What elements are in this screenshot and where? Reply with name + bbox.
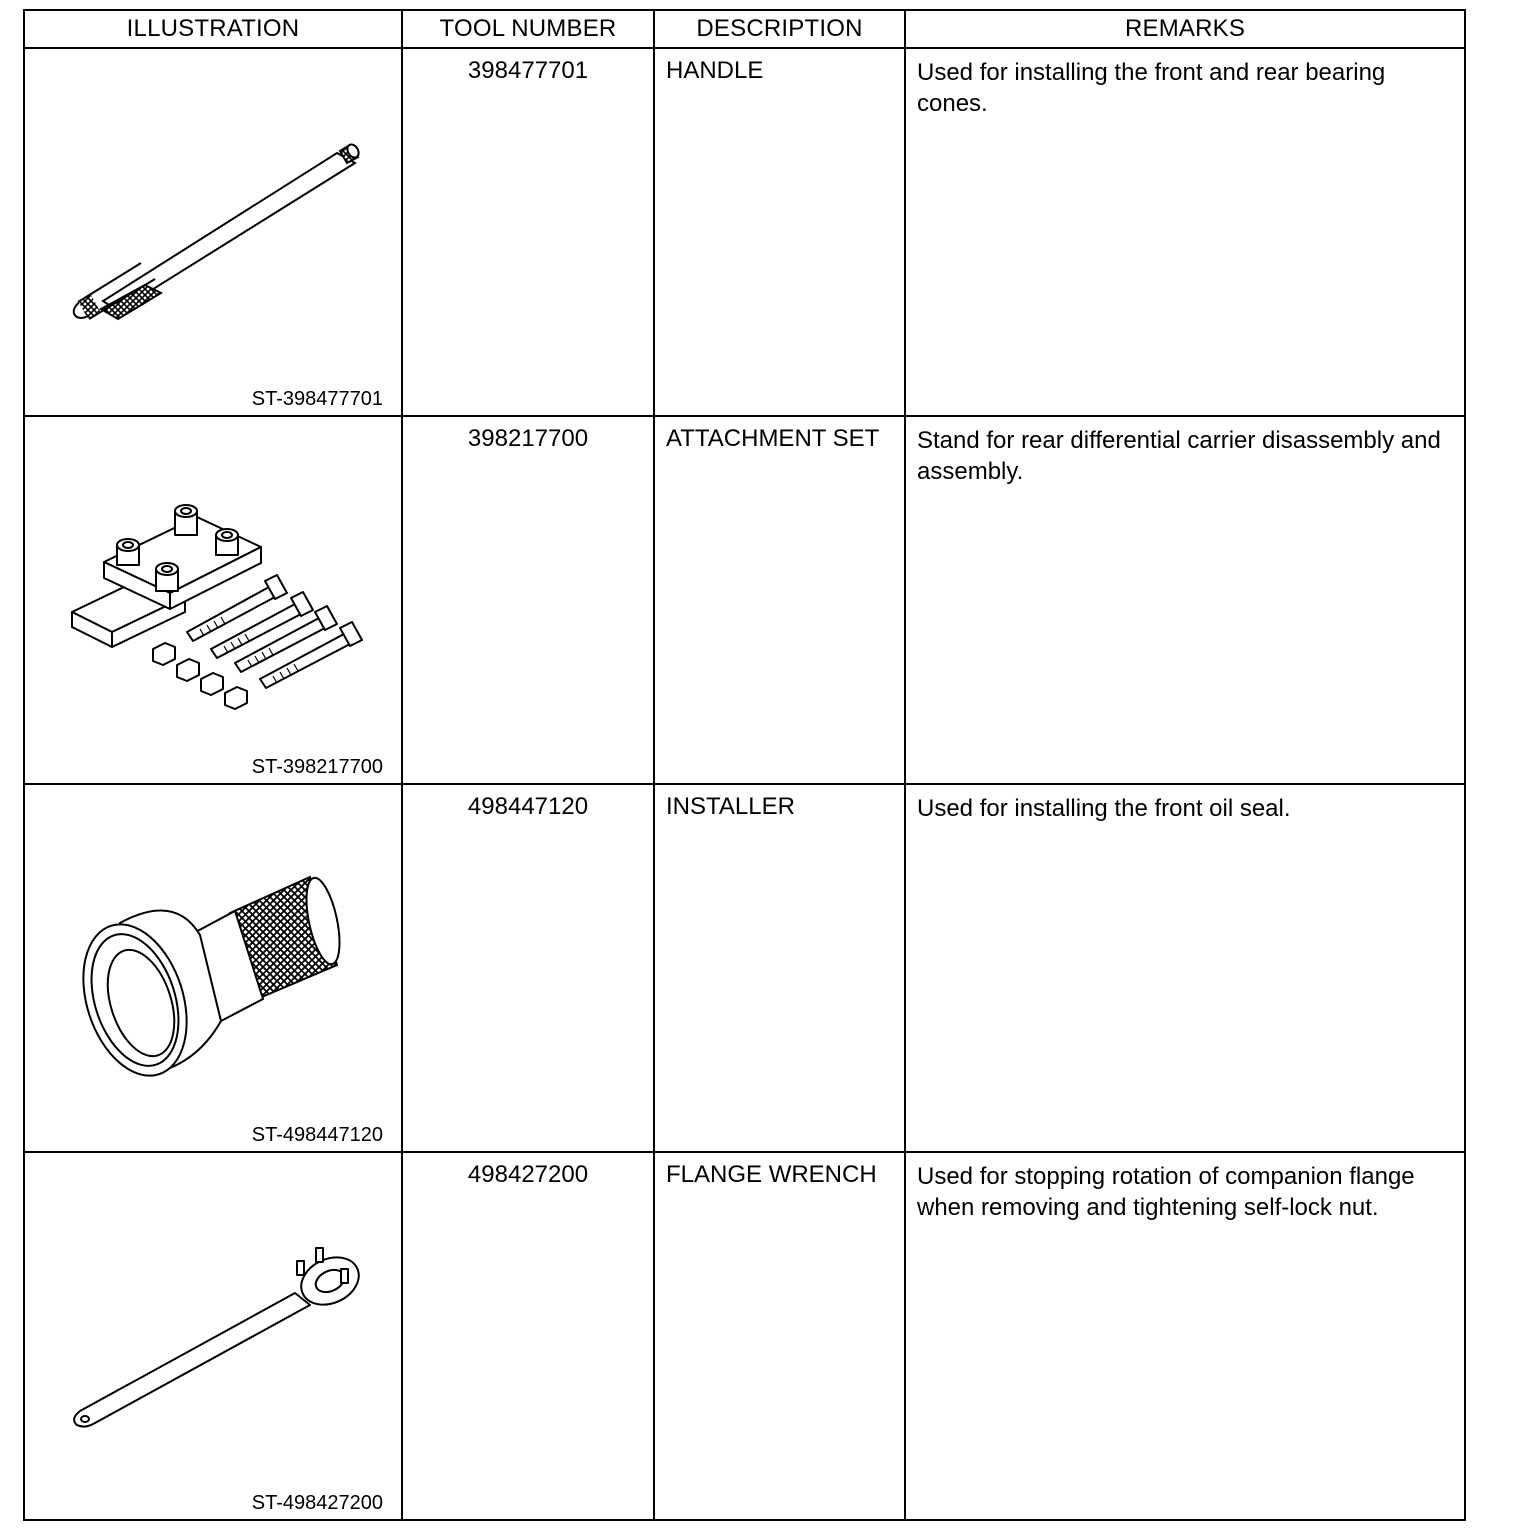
handle-tool-icon	[25, 49, 403, 415]
tool-number-cell	[402, 784, 654, 1152]
illustration-cell	[24, 48, 402, 416]
remarks-cell	[905, 48, 1465, 416]
tool-number-cell	[402, 48, 654, 416]
remarks-cell	[905, 416, 1465, 784]
illustration-code: ST-498447120	[251, 1124, 383, 1146]
tool-number-cell	[402, 1152, 654, 1520]
table-row	[24, 416, 1465, 784]
tool-number: 498447120	[467, 793, 589, 820]
remarks-cell	[905, 784, 1465, 1152]
illustration-code: ST-498427200	[251, 1492, 383, 1514]
description-cell	[654, 48, 905, 416]
illustration-cell	[24, 1152, 402, 1520]
tool-number: 498427200	[467, 1161, 589, 1188]
tool-number-cell	[402, 416, 654, 784]
attachment-set-icon	[25, 417, 403, 783]
description-cell	[654, 416, 905, 784]
tool-remarks: Used for installing the front oil seal.	[917, 795, 1291, 822]
description-cell	[654, 784, 905, 1152]
remarks-cell	[905, 1152, 1465, 1520]
header-row	[24, 10, 1465, 48]
flange-wrench-icon	[25, 1153, 403, 1519]
illustration-cell	[24, 416, 402, 784]
tool-remarks: Stand for rear differential carrier disassembly and assembly.	[917, 427, 1441, 485]
tool-number: 398217700	[467, 425, 589, 452]
illustration-code: ST-398477701	[251, 388, 383, 410]
header-illustration: ILLUSTRATION	[24, 10, 402, 48]
tool-description: ATTACHMENT SET	[666, 425, 880, 452]
description-cell	[654, 1152, 905, 1520]
header-tool-number: TOOL NUMBER	[402, 10, 654, 48]
header-description: DESCRIPTION	[654, 10, 905, 48]
tool-number: 398477701	[467, 57, 589, 84]
tool-remarks: Used for installing the front and rear bearing cones.	[917, 59, 1386, 117]
tool-description: INSTALLER	[666, 793, 795, 820]
installer-tool-icon	[25, 785, 403, 1151]
special-tools-table	[23, 9, 1466, 1521]
tool-remarks: Used for stopping rotation of companion flange when removing and tightening self-lock nut.	[917, 1163, 1415, 1221]
illustration-code: ST-398217700	[251, 756, 383, 778]
illustration-cell	[24, 784, 402, 1152]
table-row	[24, 48, 1465, 416]
tool-description: HANDLE	[666, 57, 764, 84]
table-row	[24, 1152, 1465, 1520]
tool-description: FLANGE WRENCH	[666, 1161, 877, 1188]
table-row	[24, 784, 1465, 1152]
header-remarks: REMARKS	[905, 10, 1465, 48]
